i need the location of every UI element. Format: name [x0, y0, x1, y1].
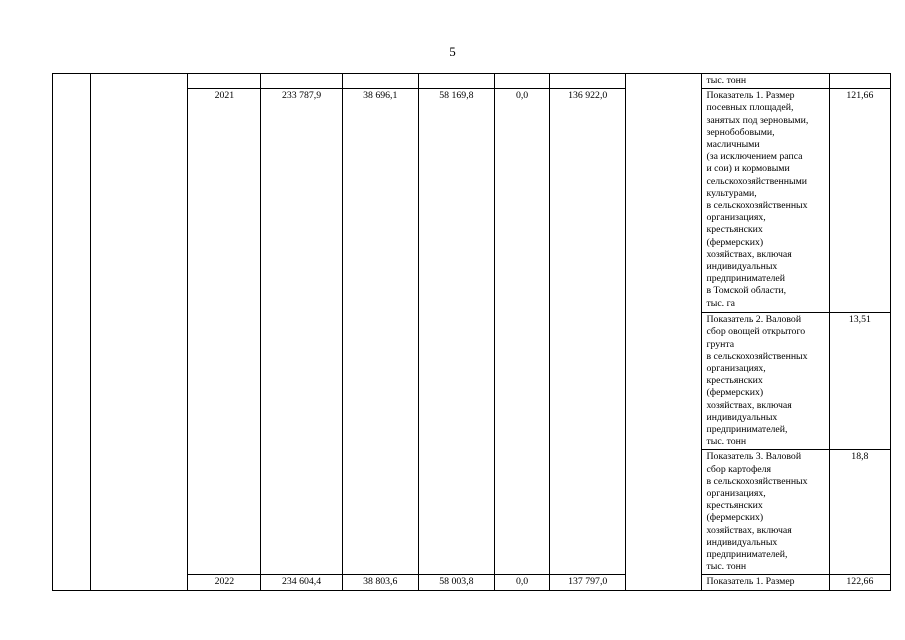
budget-cell — [342, 74, 418, 89]
indicator-value: 18,8 — [829, 450, 890, 575]
empty-cell — [53, 74, 91, 591]
year-cell — [188, 74, 261, 89]
program-table — [52, 73, 891, 591]
total-cell: 233 787,9 — [261, 89, 342, 575]
year-cell: 2021 — [188, 89, 261, 575]
budget-cell: 0,0 — [495, 89, 550, 575]
year-cell: 2022 — [188, 575, 261, 590]
empty-cell — [91, 74, 188, 591]
budget-cell: 38 803,6 — [342, 575, 418, 590]
empty-cell — [626, 74, 702, 591]
indicator-cell: тыс. тонн — [702, 74, 829, 89]
indicator-cell: Показатель 3. Валовой сбор картофеля в сельскохозяйственных организациях, крестьянских (фермерских) хозяйствах, включая индивидуальных предпринимателей, тыс. тонн — [702, 450, 829, 575]
budget-cell: 58 003,8 — [418, 575, 494, 590]
budget-cell: 58 169,8 — [418, 89, 494, 575]
indicator-cell: Показатель 1. Размер посевных площадей, занятых под зерновыми, зернобобовыми, масличными (за исключением рапса и сои) и кормовыми сельскохозяйственными культурами, в сельскохозяйственных организациях, крестьянских (фермерских) хозяйствах, включая индивидуальных предпринимателей в Томской области, тыс. га — [702, 89, 829, 313]
indicator-value: 13,51 — [829, 313, 890, 450]
budget-cell: 0,0 — [495, 575, 550, 590]
page-number: 5 — [449, 44, 456, 59]
budget-cell — [550, 74, 626, 89]
total-cell — [261, 74, 342, 89]
table-row — [53, 74, 891, 89]
budget-cell: 137 797,0 — [550, 575, 626, 590]
total-cell: 234 604,4 — [261, 575, 342, 590]
budget-cell — [495, 74, 550, 89]
indicator-cell: Показатель 2. Валовой сбор овощей открытого грунта в сельскохозяйственных организациях, крестьянских (фермерских) хозяйствах, включая индивидуальных предпринимателей, тыс. тонн — [702, 313, 829, 450]
indicator-value — [829, 74, 890, 89]
indicator-value: 121,66 — [829, 89, 890, 313]
budget-cell — [418, 74, 494, 89]
budget-cell: 136 922,0 — [550, 89, 626, 575]
indicator-cell: Показатель 1. Размер — [702, 575, 829, 590]
budget-cell: 38 696,1 — [342, 89, 418, 575]
indicator-value: 122,66 — [829, 575, 890, 590]
